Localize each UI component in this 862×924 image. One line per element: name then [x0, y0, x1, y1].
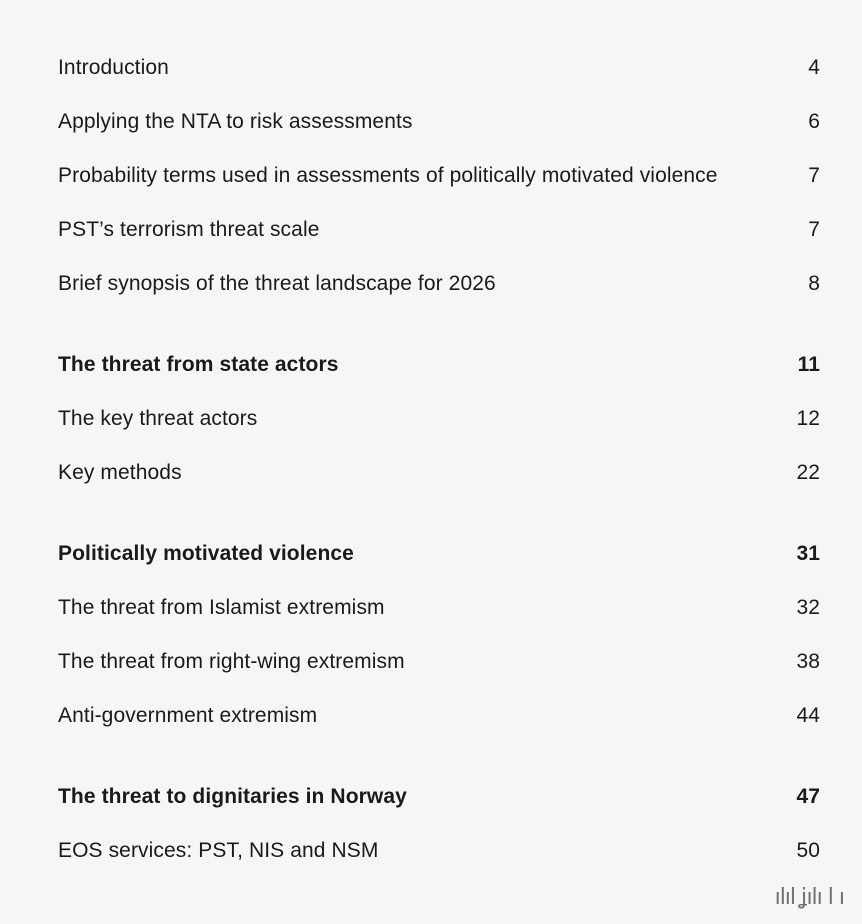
- toc-entry[interactable]: [58, 824, 820, 878]
- toc-entry[interactable]: [58, 689, 820, 743]
- toc-entry[interactable]: [58, 635, 820, 689]
- toc-entry[interactable]: [58, 257, 820, 311]
- toc-entry[interactable]: [58, 41, 820, 95]
- toc-section-page: 31: [796, 542, 820, 565]
- toc-entry-page: 4: [808, 56, 820, 79]
- toc-entry[interactable]: [58, 581, 820, 635]
- toc-entry-page: 32: [796, 596, 820, 619]
- toc-entry[interactable]: [58, 392, 820, 446]
- toc-entry[interactable]: [58, 446, 820, 500]
- toc-entry-title: EOS services: PST, NIS and NSM: [58, 839, 379, 862]
- toc-entry-title: PST’s terrorism threat scale: [58, 218, 320, 241]
- toc-entry[interactable]: [58, 95, 820, 149]
- toc-section-title: The threat from state actors: [58, 353, 339, 376]
- toc-entry-page: 22: [796, 461, 820, 484]
- toc-section-heading[interactable]: [58, 770, 820, 824]
- toc-entry-title: Applying the NTA to risk assessments: [58, 110, 413, 133]
- toc-section-heading[interactable]: [58, 338, 820, 392]
- toc-entry-page: 6: [808, 110, 820, 133]
- toc-entry[interactable]: [58, 149, 820, 203]
- toc-entry-page: 7: [808, 218, 820, 241]
- toc-entry-page: 50: [796, 839, 820, 862]
- toc-entry-title: Brief synopsis of the threat landscape for 2026: [58, 272, 496, 295]
- toc-entry-title: Introduction: [58, 56, 169, 79]
- toc-section-page: 11: [797, 353, 820, 376]
- toc-section-heading[interactable]: [58, 527, 820, 581]
- toc-section-title: The threat to dignitaries in Norway: [58, 785, 407, 808]
- toc-entry-title: Probability terms used in assessments of politically motivated violence: [58, 164, 718, 187]
- toc-entry-title: The threat from Islamist extremism: [58, 596, 385, 619]
- toc-entry-title: The key threat actors: [58, 407, 258, 430]
- toc-entry-page: 38: [796, 650, 820, 673]
- toc-entry-title: Anti-government extremism: [58, 704, 318, 727]
- toc-section-title: Politically motivated violence: [58, 542, 354, 565]
- toc-entry-title: The threat from right-wing extremism: [58, 650, 405, 673]
- toc-entry[interactable]: [58, 203, 820, 257]
- watermark-logo: ılıl ʝılı l ı: [774, 885, 844, 910]
- toc-entry-page: 8: [808, 272, 820, 295]
- table-of-contents: [58, 41, 820, 878]
- toc-entry-title: Key methods: [58, 461, 182, 484]
- toc-entry-page: 12: [796, 407, 820, 430]
- toc-entry-page: 7: [808, 164, 820, 187]
- toc-section-page: 47: [796, 785, 820, 808]
- toc-entry-page: 44: [796, 704, 820, 727]
